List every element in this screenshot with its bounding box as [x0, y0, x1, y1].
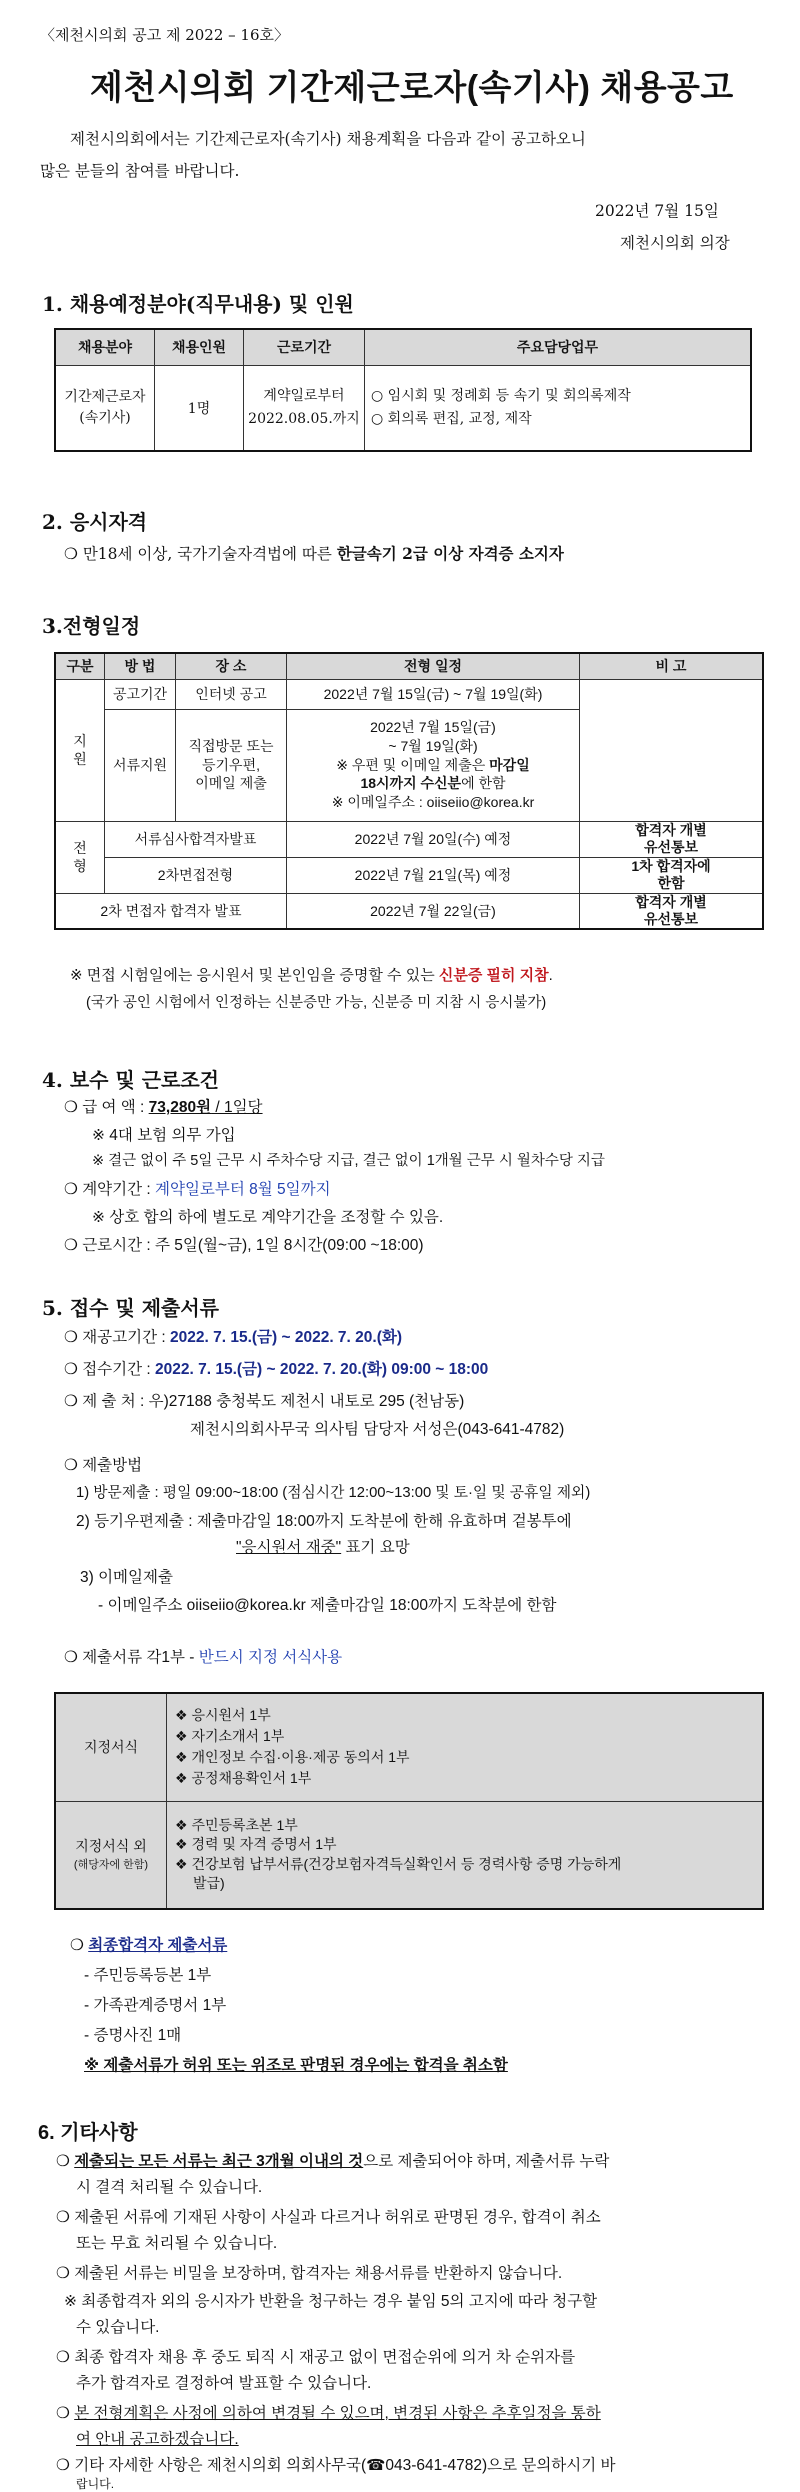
adjust-note: ※ 상호 합의 하에 별도로 계약기간을 조정할 수 있음. — [92, 1209, 444, 1226]
col-header: 구분 — [55, 653, 105, 679]
method-cell: 2차면접전형 — [105, 857, 287, 893]
docs-note: 반드시 지정 서식사용 — [198, 1649, 343, 1666]
method-cell: 서류심사합격자발표 — [105, 821, 287, 857]
bullet: ❍ — [56, 2405, 75, 2422]
note-cell — [580, 893, 764, 929]
misc-7: ❍ 기타 자세한 사항은 제천시의회 의회사무국(☎043-641-4782)으로 문의하시기 바 — [56, 2457, 616, 2474]
note-cell-empty — [580, 679, 764, 821]
id-note-emphasis: 신분증 필히 지참 — [438, 967, 549, 984]
form-item: ❖ 자기소개서 1부 — [175, 1728, 285, 1745]
duty-line: ○ 회의록 편집, 교정, 제작 — [371, 410, 532, 427]
period-line: 계약일로부터 — [263, 388, 345, 405]
schedule-cell: 2022년 7월 20일(수) 예정 — [287, 821, 580, 857]
receipt-label: ❍ 접수기간 : — [64, 1361, 156, 1378]
notice-date: 2022년 7월 15일 — [595, 202, 719, 220]
schedule-text: 에 한함 — [461, 775, 506, 792]
schedule-line: ※ 이메일주소 : oiiseiio@korea.kr — [331, 794, 535, 811]
col-header: 근로기간 — [244, 329, 365, 365]
note-line: 1차 합격자에 — [631, 858, 711, 875]
section-4-heading: 4. 보수 및 근로조건 — [42, 1068, 220, 1092]
other-label — [55, 1801, 167, 1909]
schedule-line: ~ 7월 19일(화) — [388, 737, 478, 754]
method-mail: 2) 등기우편제출 : 제출마감일 18:00까지 도착분에 한해 유효하며 겉봉투에 — [76, 1513, 572, 1530]
section-5-heading: 5. 접수 및 제출서류 — [42, 1296, 220, 1320]
job-table — [54, 328, 752, 452]
place-cell — [176, 709, 287, 821]
group-screen: 전 형 — [55, 821, 105, 893]
cancel-warning: ※ 제출서류가 허위 또는 위조로 판명된 경우에는 합격을 취소함 — [84, 2057, 508, 2074]
place-line: 등기우편, — [202, 756, 260, 773]
insurance: ※ 4대 보험 의무 가입 — [92, 1127, 236, 1144]
allowance: ※ 결근 없이 주 5일 근무 시 주차수당 지급, 결근 없이 1개월 근무 시 월차수당 지급 — [92, 1153, 605, 1169]
schedule-bold: 18시까지 수신분 — [360, 775, 462, 792]
other-sub: (해당자에 한함) — [73, 1859, 149, 1872]
pay-amount: 73,280원 — [148, 1099, 212, 1116]
note-line: 유선통보 — [643, 910, 699, 927]
form-item: ❖ 개인정보 수집·이용·제공 동의서 1부 — [175, 1749, 410, 1766]
schedule-bold: 마감일 — [489, 756, 530, 773]
method-email-2: - 이메일주소 oiiseiio@korea.kr 제출마감일 18:00까지 도착분에 한함 — [98, 1597, 557, 1614]
intro-line-2: 많은 분들의 참여를 바랍니다. — [40, 162, 240, 180]
final-item: - 주민등록등본 1부 — [84, 1967, 212, 1984]
submit-place-2: 제천시의회사무국 의사팀 담당자 서성은(043-641-4782) — [190, 1421, 565, 1438]
misc-6 — [56, 2406, 601, 2422]
count-cell: 1명 — [155, 365, 244, 451]
duty-cell — [365, 365, 752, 451]
method-cell: 공고기간 — [105, 679, 176, 709]
duty-line: ○ 임시회 및 정례회 등 속기 및 회의록제작 — [371, 388, 631, 405]
other-item: ❖ 경력 및 자격 증명서 1부 — [175, 1836, 337, 1853]
contract-label: ❍ 계약기간 : — [64, 1181, 156, 1198]
qualification-bold: 한글속기 2급 이상 자격증 소지자 — [336, 544, 564, 563]
note-cell — [580, 857, 764, 893]
method-mail-2 — [236, 1540, 410, 1556]
misc-6-cont: 여 안내 공고하겠습니다. — [76, 2431, 239, 2448]
group-apply: 지 원 — [55, 679, 105, 821]
receipt-period — [64, 1362, 488, 1378]
notice-number: 〈제천시의회 공고 제 2022 – 16호〉 — [40, 26, 290, 44]
other-list — [167, 1801, 764, 1909]
final-title: 최종합격자 제출서류 — [88, 1937, 228, 1954]
pay-label: ❍ 급 여 액 : — [64, 1099, 149, 1116]
section-3-heading: 3.전형일정 — [42, 614, 141, 638]
method-email: 3) 이메일제출 — [80, 1569, 173, 1586]
other-item: ❖ 건강보험 납부서류(건강보험자격득실확인서 등 경력사항 증명 가능하게 — [175, 1855, 622, 1872]
re-notice-value: 2022. 7. 15.(금) ~ 2022. 7. 20.(화) — [170, 1329, 403, 1346]
docs-table — [54, 1692, 764, 1910]
re-notice-period — [64, 1330, 402, 1346]
misc-2: ❍ 제출된 서류에 기재된 사항이 사실과 다르거나 허위로 판명된 경우, 합격이 취소 — [56, 2209, 601, 2226]
other-item: 발급) — [193, 1875, 225, 1892]
col-header: 장 소 — [176, 653, 287, 679]
form-item: ❖ 응시원서 1부 — [175, 1707, 271, 1724]
schedule-cell: 2022년 7월 15일(금) ~ 7월 19일(화) — [287, 679, 580, 709]
pay — [64, 1100, 263, 1116]
schedule-text: ※ 우편 및 이메일 제출은 — [336, 756, 490, 773]
form-label: 지정서식 — [55, 1693, 167, 1801]
col-header: 채용인원 — [155, 329, 244, 365]
place-line: 직접방문 또는 — [188, 737, 274, 754]
misc-7-cont: 랍니다. — [76, 2477, 115, 2491]
schedule-table — [54, 652, 764, 930]
misc-1 — [56, 2154, 609, 2170]
misc-3: ❍ 제출된 서류는 비밀을 보장하며, 합격자는 채용서류를 반환하지 않습니다. — [56, 2265, 563, 2282]
id-note-end: . — [548, 967, 553, 984]
misc-5: ❍ 최종 합격자 채용 후 중도 퇴직 시 재공고 없이 면접순위에 의거 차 순위자를 — [56, 2349, 576, 2366]
field-cell: 기간제근로자 (속기사) — [55, 365, 155, 451]
section-1-heading: 1. 채용예정분야(직무내용) 및 인원 — [42, 292, 354, 316]
page-title: 제천시의회 기간제근로자(속기사) 채용공고 — [90, 69, 734, 107]
note-line: 합격자 개별 — [635, 893, 707, 910]
issuer: 제천시의회 의장 — [620, 234, 730, 252]
intro-line-1: 제천시의회에서는 기간제근로자(속기사) 채용계획을 다음과 같이 공고하오니 — [70, 130, 586, 148]
misc-2-cont: 또는 무효 처리될 수 있습니다. — [76, 2235, 278, 2252]
period-line: 2022.08.05.까지 — [248, 410, 360, 427]
contract-value: 계약일로부터 8월 5일까지 — [155, 1181, 331, 1198]
col-header: 채용분야 — [55, 329, 155, 365]
misc-4-cont: 수 있습니다. — [76, 2319, 160, 2336]
re-notice-label: ❍ 재공고기간 : — [64, 1329, 170, 1346]
id-note-2: (국가 공인 시험에서 인정하는 신분증만 가능, 신분증 미 지참 시 응시불가) — [86, 995, 547, 1011]
form-list — [167, 1693, 764, 1801]
submit-method: ❍ 제출방법 — [64, 1457, 143, 1474]
qualification — [64, 546, 564, 563]
col-header: 전형 일정 — [287, 653, 580, 679]
method-cell: 서류지원 — [105, 709, 176, 821]
form-item: ❖ 공정채용확인서 1부 — [175, 1770, 312, 1787]
contract — [64, 1182, 331, 1198]
pay-unit: / 1일당 — [211, 1099, 263, 1116]
col-header: 비 고 — [580, 653, 764, 679]
schedule-line: 2022년 7월 15일(금) — [370, 718, 496, 735]
misc-5-cont: 추가 합격자로 결정하여 발표할 수 있습니다. — [76, 2375, 372, 2392]
final-item: - 가족관계증명서 1부 — [84, 1997, 227, 2014]
final-docs-heading — [70, 1938, 227, 1954]
note-line: 합격자 개별 — [635, 822, 707, 839]
method-cell: 2차 면접자 합격자 발표 — [55, 893, 287, 929]
period-cell — [244, 365, 365, 451]
mail-label: "응시원서 재중" — [236, 1539, 342, 1556]
id-note — [70, 968, 553, 983]
misc-1-cont: 시 결격 처리될 수 있습니다. — [76, 2179, 263, 2196]
id-note-text: ※ 면접 시험일에는 응시원서 및 본인임을 증명할 수 있는 — [70, 967, 439, 984]
schedule-cell: 2022년 7월 22일(금) — [287, 893, 580, 929]
final-item: - 증명사진 1매 — [84, 2027, 182, 2044]
bullet: ❍ — [56, 2153, 75, 2170]
work-hours: ❍ 근로시간 : 주 5일(월~금), 1일 8시간(09:00 ~18:00) — [64, 1237, 424, 1254]
place-cell: 인터넷 공고 — [176, 679, 287, 709]
final-bullet: ❍ — [70, 1937, 89, 1954]
docs-label: ❍ 제출서류 각1부 - — [64, 1649, 199, 1666]
schedule-line — [287, 774, 579, 793]
docs-heading — [64, 1650, 342, 1666]
note-line: 유선통보 — [643, 839, 699, 855]
misc-1-text: 으로 제출되어야 하며, 제출서류 누락 — [363, 2153, 610, 2170]
col-header: 주요담당업무 — [365, 329, 752, 365]
other-item: ❖ 주민등록초본 1부 — [175, 1816, 298, 1833]
mail-note: 표기 요망 — [341, 1539, 410, 1556]
method-visit: 1) 방문제출 : 평일 09:00~18:00 (점심시간 12:00~13:00 및 토·일 및 공휴일 제외) — [76, 1485, 591, 1501]
schedule-cell — [287, 709, 580, 821]
misc-6-text: 본 전형계획은 사정에 의하여 변경될 수 있으며, 변경된 사항은 추후일정을 통하 — [74, 2405, 601, 2422]
note-cell — [580, 821, 764, 857]
misc-1-bold: 제출되는 모든 서류는 최근 3개월 이내의 것 — [74, 2153, 364, 2170]
schedule-cell: 2022년 7월 21일(목) 예정 — [287, 857, 580, 893]
qualification-text: ❍ 만18세 이상, 국가기술자격법에 따른 — [64, 545, 337, 563]
misc-4: ※ 최종합격자 외의 응시자가 반환을 청구하는 경우 붙임 5의 고지에 따라 청구할 — [64, 2293, 598, 2310]
note-line: 한함 — [657, 875, 685, 891]
col-header: 방 법 — [105, 653, 176, 679]
other-title: 지정서식 외 — [75, 1837, 147, 1854]
place-line: 이메일 제출 — [195, 775, 267, 792]
receipt-value: 2022. 7. 15.(금) ~ 2022. 7. 20.(화) 09:00 ~ 18:00 — [155, 1361, 489, 1378]
submit-place-1: ❍ 제 출 처 : 우)27188 충청북도 제천시 내토로 295 (천남동) — [64, 1393, 465, 1410]
section-6-heading: 6. 기타사항 — [38, 2122, 138, 2144]
schedule-line — [287, 756, 579, 775]
section-2-heading: 2. 응시자격 — [42, 510, 148, 534]
